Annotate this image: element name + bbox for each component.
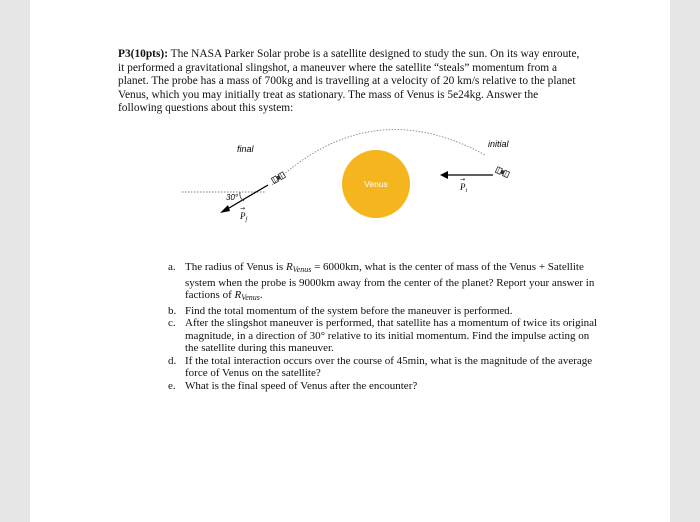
satellite-initial-icon — [495, 167, 509, 178]
document-page — [30, 0, 670, 522]
question-marker: d. — [168, 354, 177, 367]
pi-vector-arrow: → — [460, 176, 466, 183]
svg-text:Pi — [459, 182, 468, 194]
final-arrow-head — [220, 205, 230, 213]
satellite-final-icon — [271, 172, 285, 184]
question-text: What is the final speed of Venus after the encounter? — [185, 379, 418, 392]
question-list — [162, 261, 602, 392]
question-marker: e. — [168, 379, 176, 392]
pf-vector-arrow: → — [240, 205, 246, 212]
symbol-r-venus: $R_{Venus}$ — [234, 289, 260, 302]
label-initial: initial — [488, 139, 509, 149]
slingshot-diagram — [60, 0, 620, 240]
venus-label: Venus — [364, 179, 388, 189]
label-angle: 30° — [226, 193, 239, 202]
label-pi: P — [460, 182, 466, 192]
problem-heading: P3(10pts): — [118, 48, 168, 61]
problem-intro: The NASA Parker Solar probe is a satellite designed to study the sun. On its way enroute, it performed a gravitational slingshot, a maneuver where the satellite “steals” momentum from a planet. The probe has a mass of 700kg and is travelling at a velocity of 20 km/s relative to the planet Venus, which you may initially treat as stationary. The mass of Venus is 5e24kg. Answer the following questions about this system: — [118, 48, 580, 115]
question-text: Find the total momentum of the system before the maneuver is performed. — [185, 304, 513, 317]
question-text: If the total interaction occurs over the course of 45min, what is the magnitude of the average force of Venus on the satellite? — [185, 354, 593, 379]
question-item — [162, 317, 602, 355]
question-text: After the slingshot maneuver is performed, that satellite has a momentum of twice its original magnitude, in a direction of 30° relative to its initial momentum. Find the impulse acting on the satellite during this maneuver. — [185, 317, 598, 354]
svg-text:Pf — [239, 211, 249, 223]
question-item — [162, 355, 602, 380]
question-marker: a. — [168, 261, 176, 273]
question-item — [162, 305, 602, 318]
label-pi-sub: i — [465, 188, 468, 194]
label-final: final — [237, 144, 254, 154]
label-pf-sub: f — [245, 217, 248, 223]
question-item — [162, 380, 602, 393]
symbol-r-venus: $R_{Venus}$ — [285, 261, 312, 274]
initial-arrow-head — [440, 171, 448, 179]
question-marker: b. — [168, 304, 177, 317]
question-item: a. The radius of Venus is $R_{Venus} = 6000km$, what is the center of mass of the Venus + Satellite system when the probe is 9000km away from the center of the planet? Report your answer in factions of $R_{Venus}$. — [168, 261, 595, 302]
label-pf: P — [240, 211, 246, 221]
question-marker: c. — [168, 317, 176, 329]
